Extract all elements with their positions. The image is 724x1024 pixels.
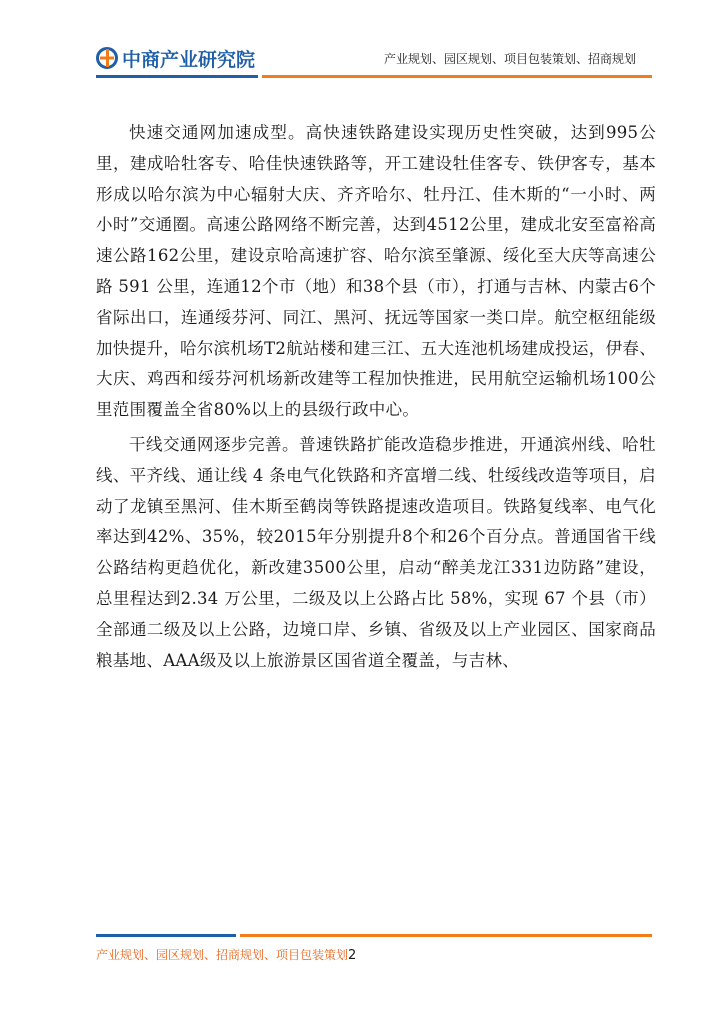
header-divider-orange <box>262 75 652 78</box>
logo-text: 中商产业研究院 <box>122 48 256 71</box>
footer-text: 产业规划、园区规划、招商规划、项目包装策划 <box>96 948 349 962</box>
page-header <box>0 0 724 80</box>
paragraph-1: 快速交通网加速成型。高快速铁路建设实现历史性突破，达到995公里，建成哈牡客专、哈佳快速铁路等，开工建设牡佳客专、铁伊客专，基本形成以哈尔滨为中心辐射大庆、齐齐哈尔、牡丹江、佳木斯的“一小时、两小时”交通圈。高速公路网络不断完善，达到4512公里，建成北安至富裕高速公路162公里，建设京哈高速扩容、哈尔滨至肇源、绥化至大庆等高速公路 591 公里，连通12个市（地）和38个县（市），打通与吉林、内蒙古6个省际出口，连通绥芬河、同江、黑河、抚远等国家一类口岸。航空枢纽能级加快提升，哈尔滨机场T2航站楼和建三江、五大连池机场建成投运，伊春、大庆、鸡西和绥芬河机场新改建等工程加快推进，民用航空运输机场100公里范围覆盖全省80%以上的县级行政中心。 <box>96 123 656 420</box>
header-divider-blue <box>96 75 258 78</box>
page-number: 2 <box>348 948 357 963</box>
document-body <box>96 118 656 676</box>
header-tagline: 产业规划、园区规划、项目包装策划、招商规划 <box>383 52 636 66</box>
logo <box>96 44 255 72</box>
footer-divider-blue <box>96 934 236 937</box>
page-footer <box>96 946 356 963</box>
logo-icon <box>96 47 118 69</box>
footer-divider-orange <box>240 934 652 937</box>
paragraph-2: 干线交通网逐步完善。普速铁路扩能改造稳步推进，开通滨州线、哈牡线、平齐线、通让线 4 条电气化铁路和齐富增二线、牡绥线改造等项目，启动了龙镇至黑河、佳木斯至鹤岗等铁路提速改造项目。铁路复线率、电气化率达到42%、35%，较2015年分别提升8个和26个百分点。普通国省干线公路结构更趋优化，新改建3500公里，启动“醉美龙江331边防路”建设，总里程达到2.34 万公里，二级及以上公路占比 58%，实现 67 个县（市）全部通二级及以上公路，边境口岸、乡镇、省级及以上产业园区、国家商品粮基地、AAA级及以上旅游景区国省道全覆盖，与吉林、 <box>96 434 656 670</box>
